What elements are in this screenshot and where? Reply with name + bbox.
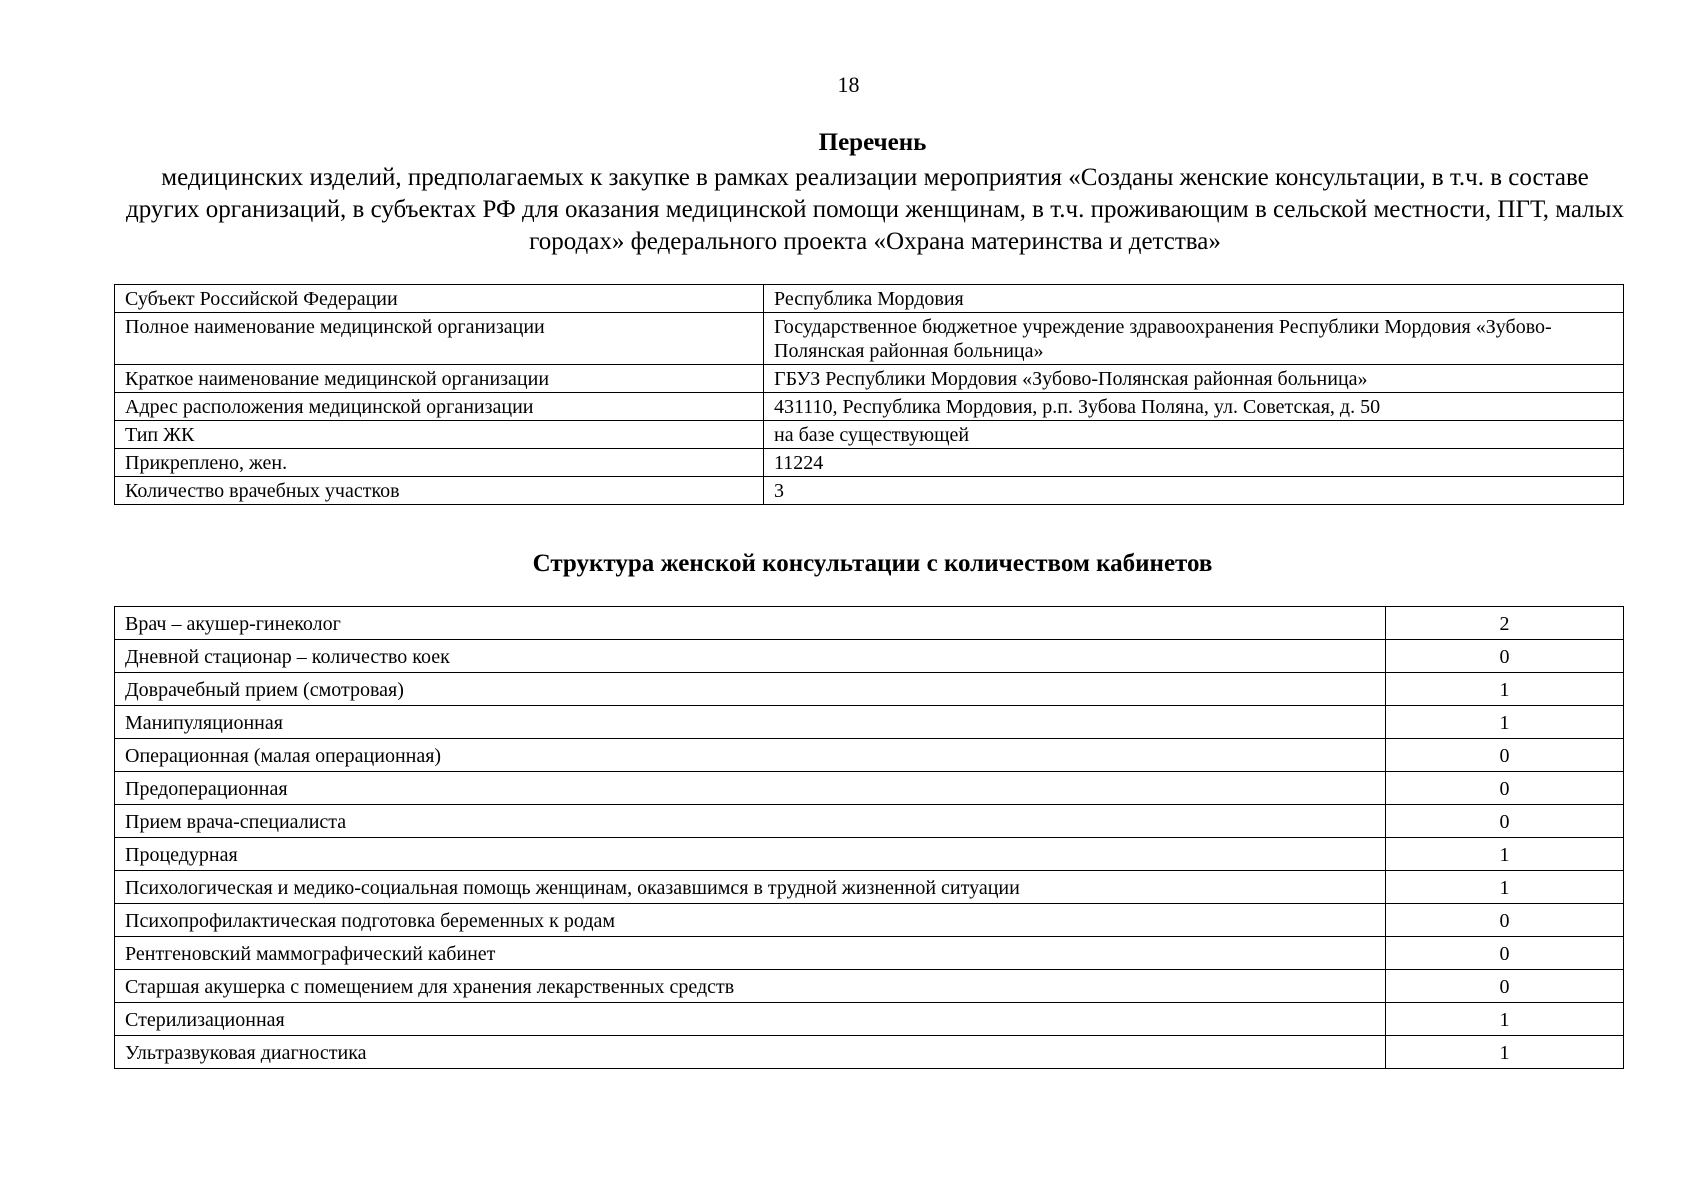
room-count: 1	[1386, 673, 1624, 706]
info-label: Полное наименование медицинской организации	[115, 313, 764, 365]
info-value: 11224	[764, 449, 1624, 477]
room-name: Операционная (малая операционная)	[115, 739, 1386, 772]
table-row	[115, 1003, 1624, 1036]
info-value: на базе существующей	[764, 421, 1624, 449]
info-value: 431110, Республика Мордовия, р.п. Зубова Поляна, ул. Советская, д. 50	[764, 393, 1624, 421]
info-value: ГБУЗ Республики Мордовия «Зубово-Полянская районная больница»	[764, 365, 1624, 393]
room-count: 0	[1386, 640, 1624, 673]
document-subtitle: медицинских изделий, предполагаемых к закупке в рамках реализации мероприятия «Созданы женские консультации, в т.ч. в составе других организаций, в субъектах РФ для оказания медицинской помощи женщинам, в т.ч. проживающим в сельской местности, ПГТ, малых городах» федерального проекта «Охрана материнства и детства»	[126, 164, 1624, 255]
table-row	[115, 393, 1624, 421]
document-title: Перечень	[818, 129, 927, 156]
info-label: Тип ЖК	[115, 421, 764, 449]
table-row	[115, 739, 1624, 772]
organization-info-table	[114, 284, 1624, 505]
room-count: 0	[1386, 970, 1624, 1003]
room-count: 1	[1386, 1003, 1624, 1036]
table-row	[115, 607, 1624, 640]
table-row	[115, 477, 1624, 505]
info-label: Краткое наименование медицинской организации	[115, 365, 764, 393]
room-count: 1	[1386, 871, 1624, 904]
room-name: Врач – акушер-гинеколог	[115, 607, 1386, 640]
rooms-structure-table	[114, 606, 1624, 1069]
info-value: Государственное бюджетное учреждение здравоохранения Республики Мордовия «Зубово-Полянская районная больница»	[764, 313, 1624, 365]
table-row	[115, 706, 1624, 739]
table-row	[115, 421, 1624, 449]
table-row	[115, 313, 1624, 365]
page-number: 18	[837, 72, 860, 97]
table-row	[115, 449, 1624, 477]
table-row	[115, 904, 1624, 937]
room-name: Предоперационная	[115, 772, 1386, 805]
room-count: 0	[1386, 739, 1624, 772]
room-name: Манипуляционная	[115, 706, 1386, 739]
room-count: 0	[1386, 937, 1624, 970]
info-label: Адрес расположения медицинской организации	[115, 393, 764, 421]
info-value: 3	[764, 477, 1624, 505]
table-row	[115, 1036, 1624, 1069]
table-row	[115, 640, 1624, 673]
room-name: Доврачебный прием (смотровая)	[115, 673, 1386, 706]
table-row	[115, 772, 1624, 805]
room-name: Психологическая и медико-социальная помощь женщинам, оказавшимся в трудной жизненной ситуации	[115, 871, 1386, 904]
room-name: Ультразвуковая диагностика	[115, 1036, 1386, 1069]
table-row	[115, 285, 1624, 313]
room-count: 1	[1386, 706, 1624, 739]
room-name: Процедурная	[115, 838, 1386, 871]
room-count: 1	[1386, 838, 1624, 871]
info-label: Количество врачебных участков	[115, 477, 764, 505]
info-label: Субъект Российской Федерации	[115, 285, 764, 313]
table-row	[115, 871, 1624, 904]
table-row	[115, 673, 1624, 706]
room-name: Психопрофилактическая подготовка беременных к родам	[115, 904, 1386, 937]
table-row	[115, 970, 1624, 1003]
room-name: Прием врача-специалиста	[115, 805, 1386, 838]
table-row	[115, 365, 1624, 393]
room-name: Рентгеновский маммографический кабинет	[115, 937, 1386, 970]
room-name: Старшая акушерка с помещением для хранения лекарственных средств	[115, 970, 1386, 1003]
room-name: Дневной стационар – количество коек	[115, 640, 1386, 673]
room-count: 0	[1386, 805, 1624, 838]
table-row	[115, 937, 1624, 970]
room-count: 1	[1386, 1036, 1624, 1069]
room-count: 2	[1386, 607, 1624, 640]
structure-section-title: Структура женской консультации с количеством кабинетов	[532, 550, 1213, 577]
table-row	[115, 838, 1624, 871]
room-count: 0	[1386, 772, 1624, 805]
info-label: Прикреплено, жен.	[115, 449, 764, 477]
room-name: Стерилизационная	[115, 1003, 1386, 1036]
table-row	[115, 805, 1624, 838]
info-value: Республика Мордовия	[764, 285, 1624, 313]
room-count: 0	[1386, 904, 1624, 937]
